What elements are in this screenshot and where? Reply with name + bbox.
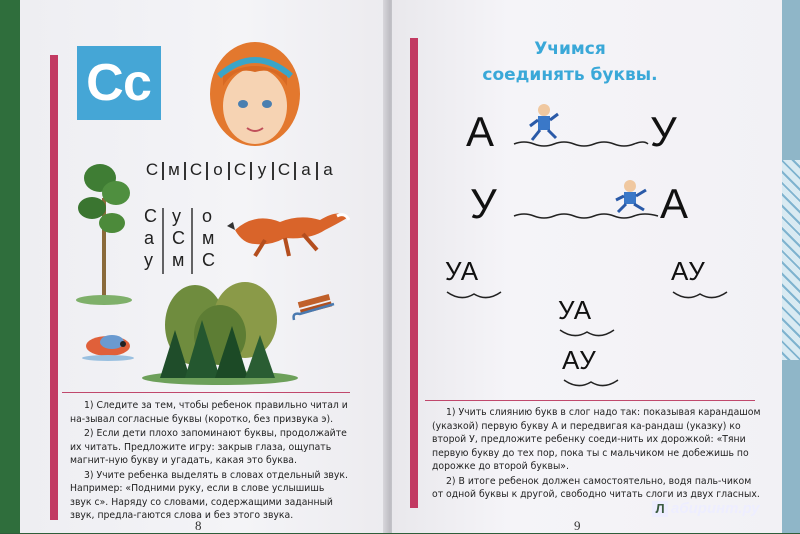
letter-grid-cell: С <box>202 250 215 270</box>
left-red-margin-bar <box>50 55 58 520</box>
girl-face-illustration <box>205 36 305 151</box>
forest-illustration <box>140 280 300 385</box>
letter-grid-cell: С <box>144 206 157 226</box>
letter-row-item: С <box>145 160 159 179</box>
syllable-ua-center: УА <box>558 295 593 325</box>
row1-right-letter: У <box>650 108 677 155</box>
right-red-margin-bar <box>410 38 418 508</box>
book-cover-edge <box>0 0 22 533</box>
letter-row-item: С <box>189 160 203 179</box>
left-page-number: 8 <box>195 518 202 533</box>
letter-row-item: а <box>301 160 311 179</box>
syllable-arc <box>671 288 729 302</box>
row2-path-illustration <box>512 178 660 222</box>
letter-tile: Сс <box>77 46 161 120</box>
letter-grid-cell: м <box>172 250 185 270</box>
letter-row-item: С <box>277 160 291 179</box>
row2-right-letter: А <box>660 180 689 227</box>
right-divider-line <box>425 400 755 401</box>
letter-row-item: у <box>257 160 267 179</box>
watermark-text: абиринт.ру <box>671 500 760 517</box>
syllable-au-right: АУ <box>671 256 706 286</box>
watermark-logo-icon: Л <box>652 501 668 517</box>
left-instruction-1: 1) Следите за тем, чтобы ребенок правильно читал и на-зывал согласные буквы (коротко, без призвука э). <box>70 400 348 425</box>
row1-path-illustration <box>512 100 650 152</box>
right-page-number: 9 <box>574 518 581 533</box>
left-instruction-3: 3) Учите ребенка выделять в словах отдельный звук. Например: «Подними руку, если в слове услышишь звук с». Наряду со словами, содержащими заданный звук, предла-гаются слова и без этого звука. <box>70 469 348 521</box>
letter-grid-cell: о <box>202 206 213 226</box>
row2-left-letter: У <box>470 180 497 227</box>
letter-grid-cell: у <box>172 206 181 226</box>
letter-row <box>142 160 338 180</box>
row1-left-letter: А <box>466 108 495 155</box>
letter-row-item: а <box>323 160 333 179</box>
letter-grid-cell: у <box>144 250 153 270</box>
tree-illustration <box>70 148 140 308</box>
letter-grid-dividers <box>160 208 200 274</box>
left-instructions <box>70 399 348 524</box>
letter-row-item: м <box>168 160 180 179</box>
letter-grid-cell: м <box>202 228 215 248</box>
syllable-arc <box>445 288 503 302</box>
left-divider-line <box>62 392 350 393</box>
letter-grid-cell: а <box>144 228 155 248</box>
bird-illustration <box>78 328 138 362</box>
title-line-2: соединять буквы. <box>482 65 658 85</box>
syllable-arc <box>562 376 620 390</box>
syllable-au-center: АУ <box>562 345 597 375</box>
letter-row-item: С <box>233 160 247 179</box>
syllable-arc <box>558 326 616 340</box>
right-instruction-2: 2) В итоге ребенок должен самостоятельно, водя паль-чиком от одной буквы к другой, свободно читать слоги из двух гласных. <box>432 475 760 500</box>
letter-row-item: о <box>213 160 223 179</box>
left-instruction-2: 2) Если дети плохо запоминают буквы, продолжайте их читать. Предложите игру: закрыв глаза, ощупать магнит-ную букву и угадать, какая это буква. <box>70 428 347 466</box>
right-instructions <box>432 406 762 503</box>
right-instruction-1: 1) Учить слиянию букв в слог надо так: показывая карандашом (указкой) первую букву А и передвигая ка-рандаш (указку) ко второй У, предложите ребенку соеди-нить их дорожкой: «Тяни первую букву до тех пор, пока ты с мальчиком не добежишь по дорожке до второй буквы». <box>432 407 761 472</box>
syllable-ua-left: УА <box>445 256 480 286</box>
letter-grid-cell: С <box>172 228 185 248</box>
sled-illustration <box>290 292 340 326</box>
fox-illustration <box>225 200 350 260</box>
title-line-1: Учимся <box>534 39 606 59</box>
watermark <box>652 500 760 517</box>
page-title <box>450 36 690 88</box>
